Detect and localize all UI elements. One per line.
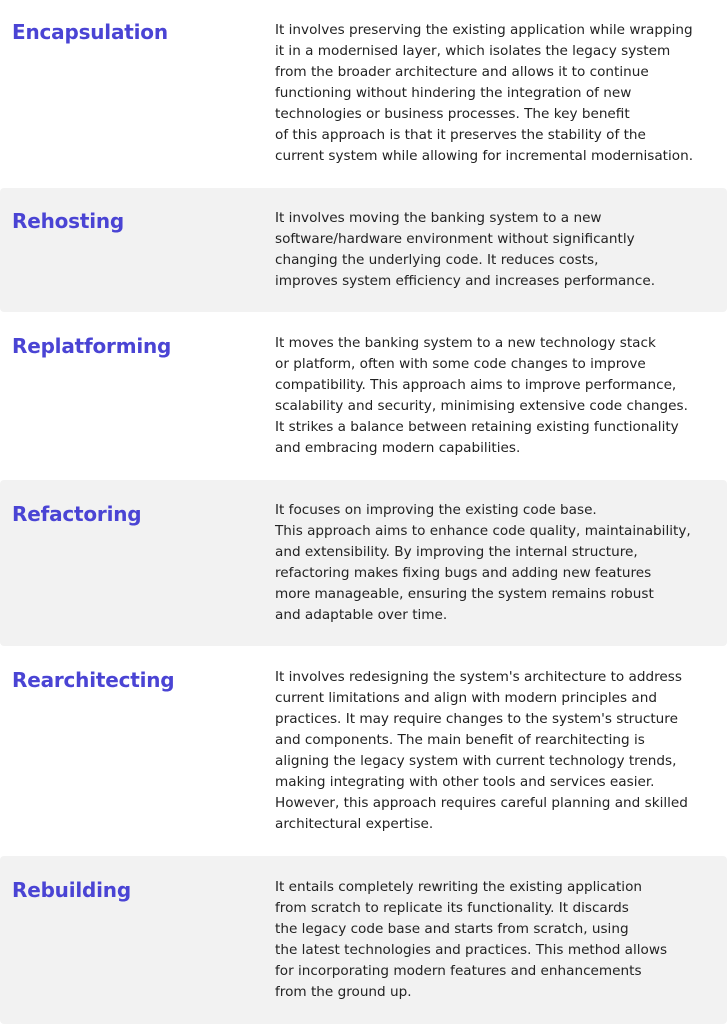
description-line: and adaptable over time. (275, 607, 448, 623)
description-line: more manageable, ensuring the system remains robust (275, 586, 654, 602)
description-line: It moves the banking system to a new technology stack (275, 335, 656, 351)
description-line: It strikes a balance between retaining existing functionality (275, 419, 679, 435)
approach-description (275, 333, 720, 459)
description-line: It involves preserving the existing application while wrapping (275, 22, 693, 38)
approach-row-rearchitecting (0, 646, 727, 856)
description-line: or platform, often with some code changes to improve (275, 356, 646, 372)
description-line: it in a modernised layer, which isolates the legacy system (275, 43, 671, 59)
description-line: compatibility. This approach aims to improve performance, (275, 377, 677, 393)
description-line: This approach aims to enhance code quality, maintainability, (275, 523, 691, 539)
approach-row-encapsulation (0, 0, 727, 182)
description-line: and components. The main benefit of rearchitecting is (275, 732, 645, 748)
description-line: from the ground up. (275, 984, 412, 1000)
description-line: of this approach is that it preserves the stability of the (275, 127, 646, 143)
description-line: It entails completely rewriting the existing application (275, 879, 643, 895)
description-line: current system while allowing for incremental modernisation. (275, 148, 694, 164)
description-line: from scratch to replicate its functionality. It discards (275, 900, 629, 916)
approach-description (275, 500, 720, 626)
description-line: It involves moving the banking system to a new (275, 210, 602, 226)
approach-row-refactoring (0, 480, 727, 646)
description-line: making integrating with other tools and services easier. (275, 774, 655, 790)
description-line: practices. It may require changes to the system's structure (275, 711, 678, 727)
description-line: It involves redesigning the system's architecture to address (275, 669, 682, 685)
approach-term: Encapsulation (12, 20, 168, 44)
approach-description (275, 208, 720, 292)
approach-term: Replatforming (12, 334, 172, 358)
description-line: the latest technologies and practices. This method allows (275, 942, 668, 958)
description-line: technologies or business processes. The key benefit (275, 106, 630, 122)
approach-term: Refactoring (12, 502, 142, 526)
description-line: improves system efficiency and increases performance. (275, 273, 656, 289)
description-line: software/hardware environment without significantly (275, 231, 635, 247)
approach-term: Rearchitecting (12, 668, 175, 692)
approach-description (275, 877, 720, 1003)
approach-row-rehosting (0, 188, 727, 312)
description-line: and embracing modern capabilities. (275, 440, 521, 456)
description-line: scalability and security, minimising extensive code changes. (275, 398, 688, 414)
description-line: It focuses on improving the existing code base. (275, 502, 597, 518)
description-line: changing the underlying code. It reduces costs, (275, 252, 599, 268)
description-line: architectural expertise. (275, 816, 434, 832)
description-line: from the broader architecture and allows it to continue (275, 64, 649, 80)
description-line: current limitations and align with modern principles and (275, 690, 657, 706)
approach-row-rebuilding (0, 856, 727, 1024)
approach-description (275, 20, 720, 167)
description-line: the legacy code base and starts from scratch, using (275, 921, 629, 937)
approach-description (275, 667, 720, 835)
description-line: for incorporating modern features and enhancements (275, 963, 642, 979)
approach-term: Rehosting (12, 209, 125, 233)
description-line: However, this approach requires careful planning and skilled (275, 795, 688, 811)
description-line: functioning without hindering the integration of new (275, 85, 632, 101)
approach-row-replatforming (0, 312, 727, 480)
description-line: and extensibility. By improving the internal structure, (275, 544, 638, 560)
approach-term: Rebuilding (12, 878, 131, 902)
description-line: aligning the legacy system with current technology trends, (275, 753, 677, 769)
description-line: refactoring makes fixing bugs and adding new features (275, 565, 652, 581)
